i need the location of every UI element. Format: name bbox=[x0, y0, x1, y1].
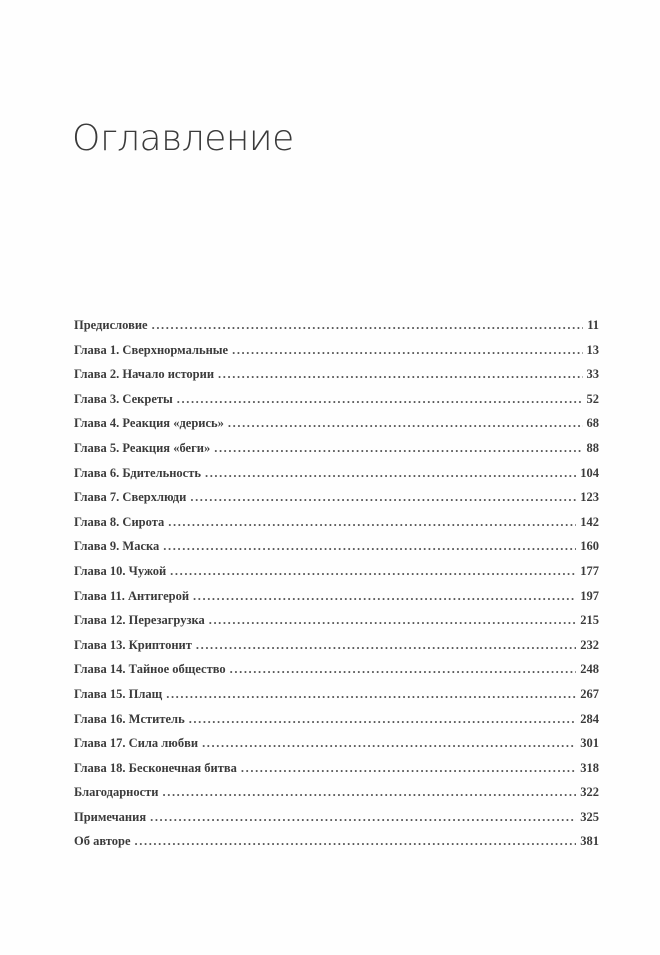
toc-entry bbox=[74, 539, 599, 564]
toc-entry-page: 381 bbox=[580, 834, 599, 849]
toc-entry-label: Глава 5. Реакция «беги» bbox=[74, 440, 211, 455]
dot-leader bbox=[166, 687, 576, 702]
toc-entry-label: Глава 8. Сирота bbox=[74, 514, 165, 529]
toc-entry-label: Примечания bbox=[74, 809, 147, 824]
toc-entry bbox=[74, 589, 599, 614]
dot-leader bbox=[232, 343, 582, 358]
dot-leader bbox=[209, 613, 577, 628]
toc-entry-page: 215 bbox=[580, 613, 599, 628]
toc-entry-label: Предисловие bbox=[74, 318, 148, 332]
toc-entry-page: 197 bbox=[580, 588, 599, 603]
dot-leader bbox=[152, 318, 584, 333]
toc-entry-label: Благодарности bbox=[74, 785, 159, 800]
toc-entry-page: 301 bbox=[580, 736, 599, 751]
toc-entry-page: 52 bbox=[586, 391, 599, 406]
dot-leader bbox=[189, 712, 577, 727]
dot-leader bbox=[241, 761, 576, 776]
toc-entry-page: 267 bbox=[580, 686, 599, 701]
toc-entry-label: Глава 1. Сверхнормальные bbox=[74, 342, 229, 357]
dot-leader bbox=[196, 638, 576, 653]
toc-entry-label: Глава 18. Бесконечная битва bbox=[74, 760, 237, 775]
dot-leader bbox=[230, 662, 577, 677]
toc-entry-page: 123 bbox=[580, 490, 599, 505]
dot-leader bbox=[177, 392, 583, 407]
toc-entry-label: Глава 15. Плащ bbox=[74, 686, 163, 701]
toc-entry bbox=[74, 810, 599, 835]
toc-entry bbox=[74, 638, 599, 663]
toc-entry-label: Глава 6. Бдительность bbox=[74, 465, 201, 480]
toc-entry-label: Глава 7. Сверхлюди bbox=[74, 490, 187, 505]
table-of-contents bbox=[74, 318, 599, 859]
toc-entry-page: 88 bbox=[586, 440, 599, 455]
dot-leader bbox=[190, 490, 576, 505]
dot-leader bbox=[228, 416, 583, 431]
toc-entry bbox=[74, 441, 599, 466]
toc-entry-page: 68 bbox=[586, 416, 599, 431]
toc-entry-page: 160 bbox=[580, 539, 599, 554]
toc-entry-label: Глава 10. Чужой bbox=[74, 563, 167, 578]
dot-leader bbox=[170, 564, 576, 579]
toc-entry-label: Глава 17. Сила любви bbox=[74, 736, 199, 751]
toc-entry-label: Об авторе bbox=[74, 834, 131, 849]
toc-entry bbox=[74, 564, 599, 589]
dot-leader bbox=[150, 810, 576, 825]
toc-entry bbox=[74, 662, 599, 687]
toc-entry bbox=[74, 416, 599, 441]
toc-entry-page: 322 bbox=[580, 785, 599, 800]
toc-entry-page: 11 bbox=[587, 318, 599, 332]
toc-entry bbox=[74, 490, 599, 515]
toc-entry-label: Глава 2. Начало истории bbox=[74, 367, 215, 382]
dot-leader bbox=[193, 589, 576, 604]
toc-entry-label: Глава 12. Перезагрузка bbox=[74, 613, 205, 628]
toc-entry-page: 248 bbox=[580, 662, 599, 677]
toc-entry-label: Глава 3. Секреты bbox=[74, 391, 173, 406]
toc-entry-page: 177 bbox=[580, 563, 599, 578]
toc-entry bbox=[74, 367, 599, 392]
toc-entry-page: 318 bbox=[580, 760, 599, 775]
toc-entry bbox=[74, 712, 599, 737]
toc-entry bbox=[74, 736, 599, 761]
dot-leader bbox=[205, 466, 576, 481]
toc-entry-label: Глава 11. Антигерой bbox=[74, 588, 190, 603]
toc-entry bbox=[74, 785, 599, 810]
toc-entry-label: Глава 16. Мститель bbox=[74, 711, 185, 726]
toc-entry-page: 142 bbox=[580, 514, 599, 529]
dot-leader bbox=[168, 515, 576, 530]
toc-entry bbox=[74, 318, 599, 343]
toc-entry bbox=[74, 761, 599, 786]
toc-entry-label: Глава 4. Реакция «дерись» bbox=[74, 416, 224, 431]
dot-leader bbox=[202, 736, 576, 751]
toc-entry-page: 284 bbox=[580, 711, 599, 726]
toc-entry-page: 232 bbox=[580, 637, 599, 652]
dot-leader bbox=[135, 834, 577, 849]
toc-entry-page: 325 bbox=[580, 809, 599, 824]
toc-entry bbox=[74, 687, 599, 712]
toc-entry-page: 33 bbox=[586, 367, 599, 382]
toc-entry-label: Глава 9. Маска bbox=[74, 539, 160, 554]
toc-entry-page: 104 bbox=[580, 465, 599, 480]
toc-entry-page: 13 bbox=[586, 342, 599, 357]
toc-entry bbox=[74, 343, 599, 368]
dot-leader bbox=[214, 441, 582, 456]
toc-entry bbox=[74, 392, 599, 417]
toc-entry bbox=[74, 515, 599, 540]
page-title: Оглавление bbox=[72, 118, 294, 159]
dot-leader bbox=[163, 785, 577, 800]
toc-entry bbox=[74, 613, 599, 638]
dot-leader bbox=[163, 539, 576, 554]
dot-leader bbox=[218, 367, 582, 382]
toc-entry-label: Глава 13. Криптонит bbox=[74, 637, 192, 652]
toc-entry bbox=[74, 834, 599, 859]
toc-entry bbox=[74, 466, 599, 491]
toc-entry-label: Глава 14. Тайное общество bbox=[74, 662, 226, 677]
